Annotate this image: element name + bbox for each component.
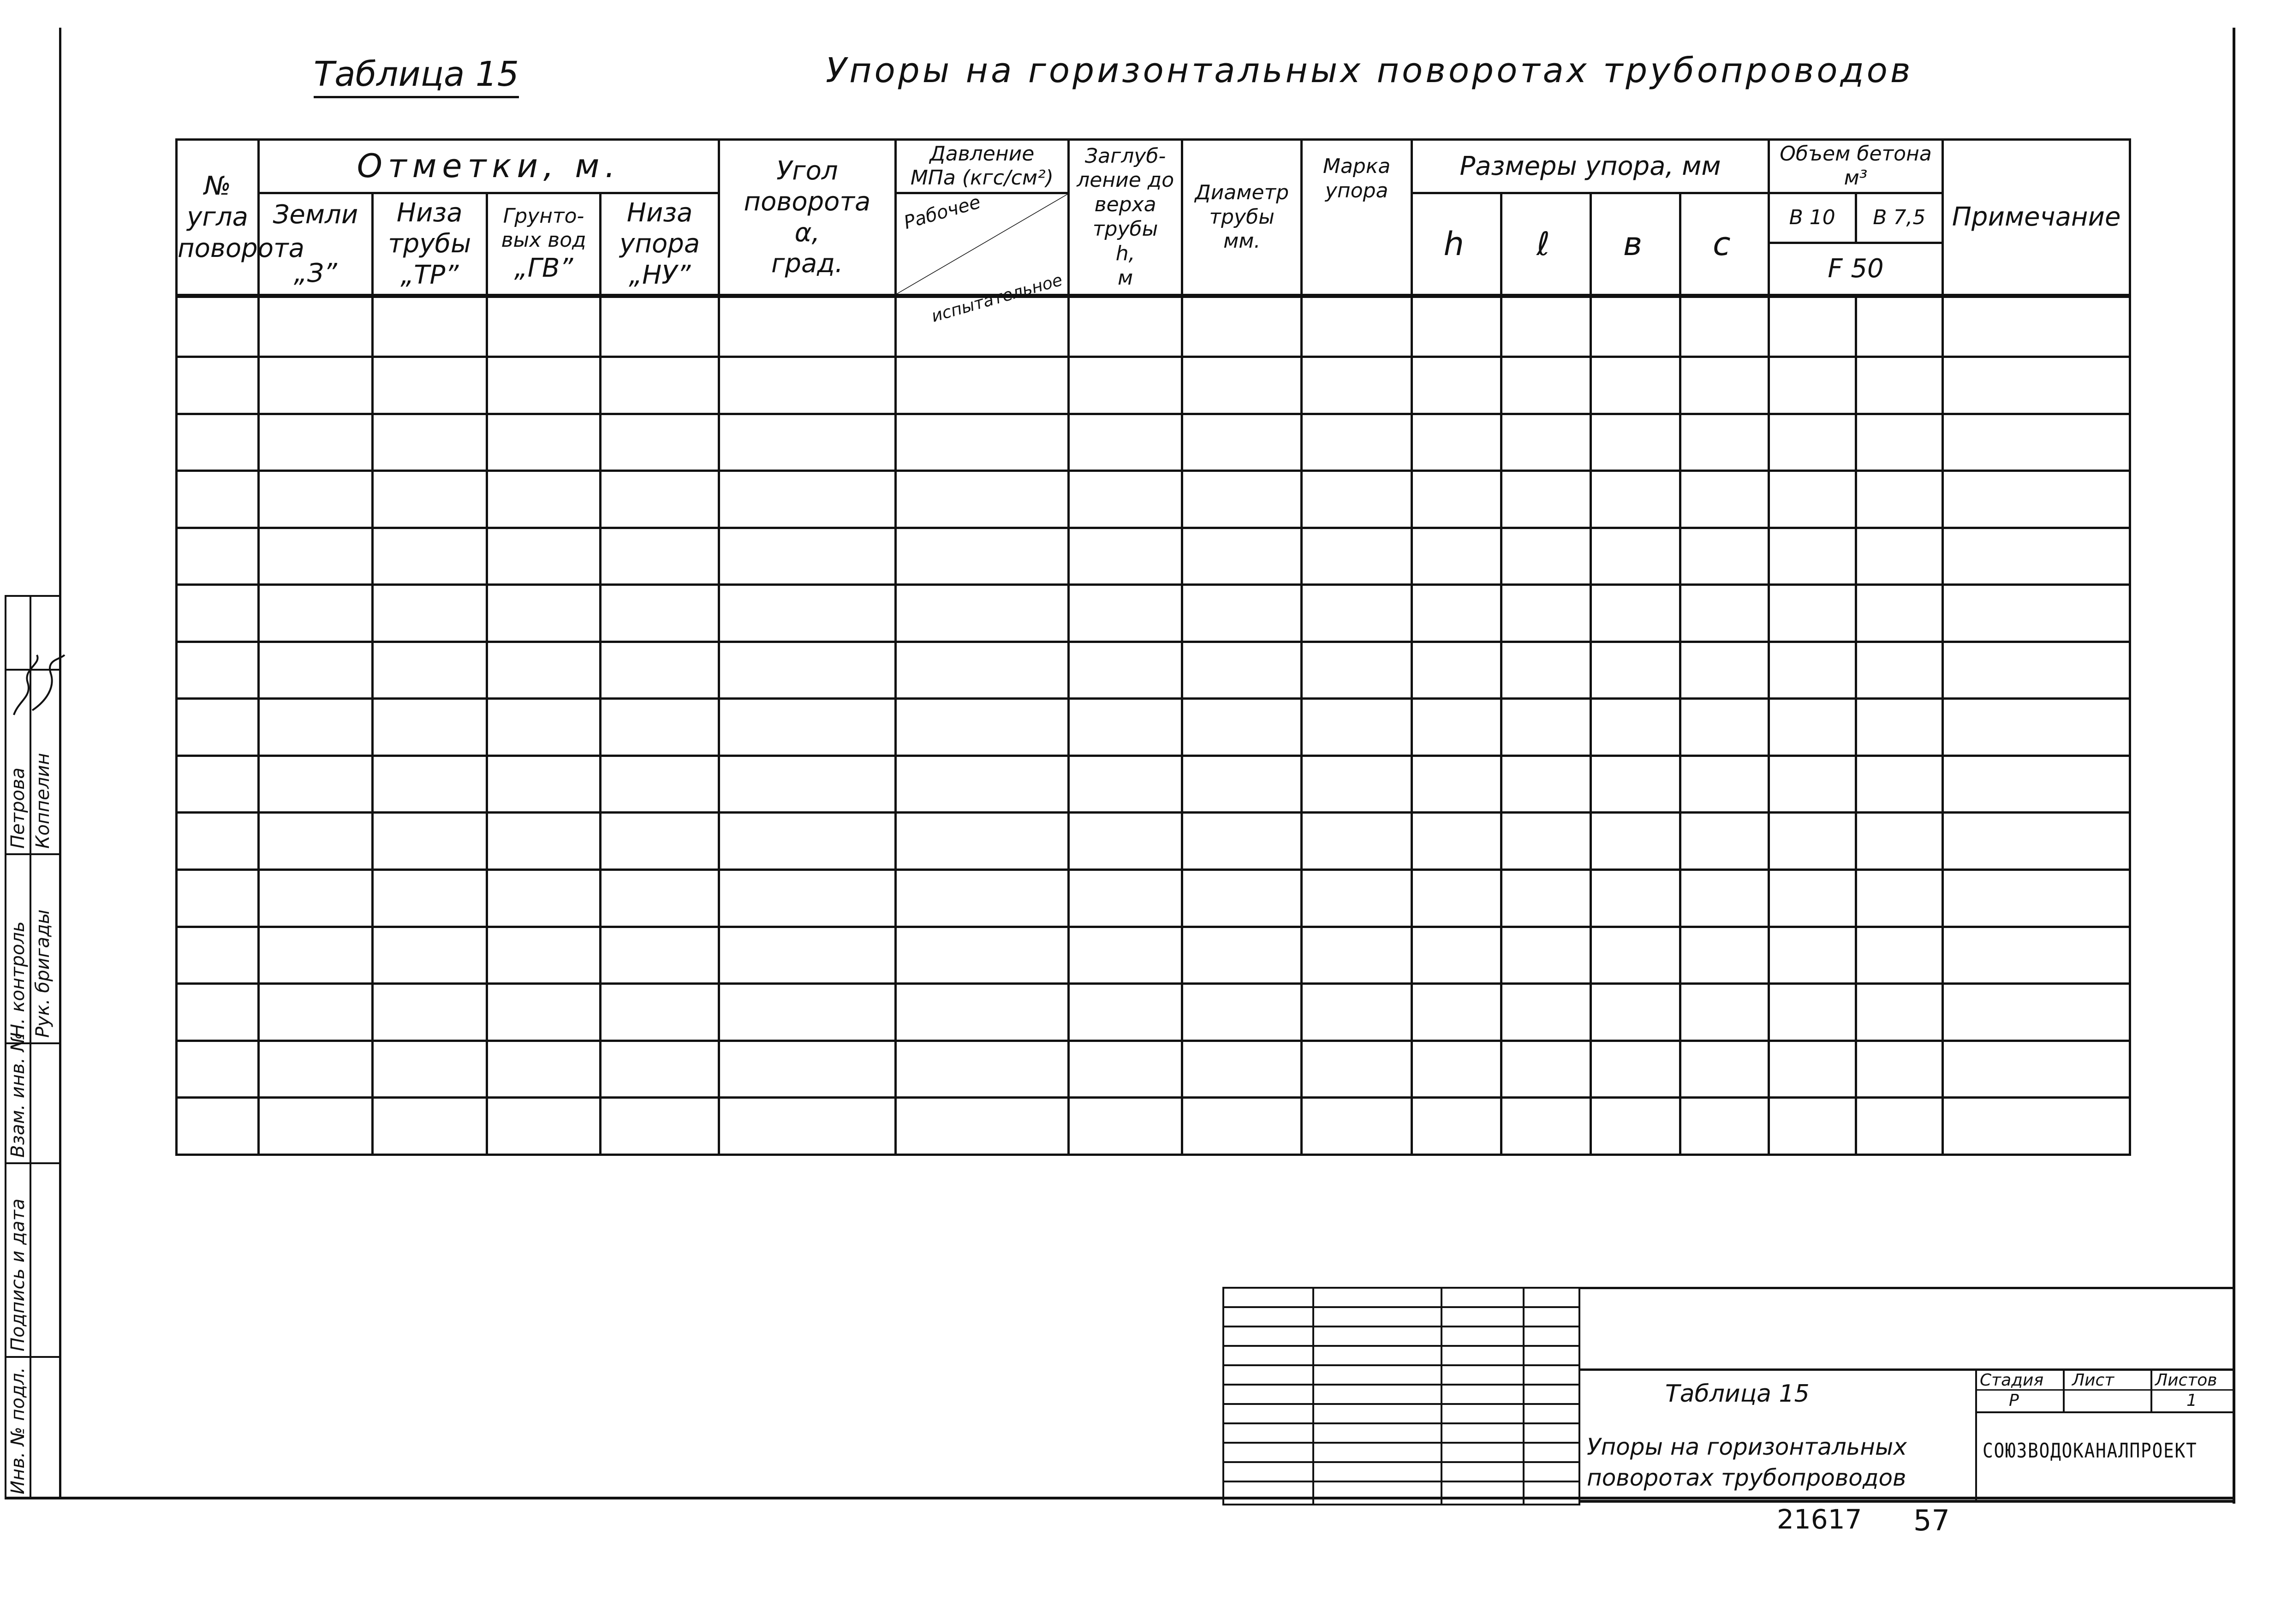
header-size-h: h <box>1412 193 1501 296</box>
header-size-l: ℓ <box>1501 193 1591 296</box>
stamp-label-inventory: Инв. № подл. <box>7 1367 29 1494</box>
tb-stage-label: Стадия <box>1980 1371 2044 1390</box>
table-label: Таблица 15 <box>314 54 519 94</box>
table-row <box>177 585 2130 642</box>
header-marks-group: Отметки, м. <box>259 140 719 193</box>
tb-stage-col-1 <box>2063 1368 2065 1413</box>
pressure-working-label: Рабочее <box>901 191 983 233</box>
tb-stage-row-2 <box>1975 1411 2235 1413</box>
tb-stage-col-2 <box>2150 1368 2152 1413</box>
page-number: 57 <box>1913 1504 1950 1537</box>
table-row <box>177 528 2130 585</box>
tb-doc-desc-line-2: поворотах трубопроводов <box>1587 1464 1906 1491</box>
header-size-b: в <box>1591 193 1680 296</box>
frame-right-border <box>2233 28 2235 1504</box>
side-approval-stamp <box>5 595 56 1498</box>
tb-sheets-label: Листов <box>2155 1371 2217 1390</box>
header-concrete-f50: F 50 <box>1769 243 1942 296</box>
header-pressure-top: Давление МПа (кгс/см²) <box>895 140 1068 193</box>
table-row <box>177 642 2130 699</box>
main-form-table <box>175 138 2131 1156</box>
title-block-revision-grid <box>1222 1287 1580 1505</box>
header-note: Примечание <box>1943 140 2130 296</box>
stamp-name-koppelin: Коппелин <box>32 753 54 849</box>
header-stop-sizes: Размеры упора, мм <box>1412 140 1769 193</box>
stamp-label-norm-control: Н. контроль <box>7 921 29 1038</box>
table-row <box>177 870 2130 927</box>
stamp-row-line-4 <box>5 1162 60 1164</box>
table-row <box>177 984 2130 1041</box>
header-size-c: с <box>1680 193 1769 296</box>
table-row <box>177 927 2130 984</box>
signature-scribble <box>5 646 69 720</box>
stamp-row-line-2 <box>5 853 60 855</box>
page-title: Упоры на горизонтальных поворотах трубопроводов <box>826 51 1913 90</box>
stamp-label-signature-date: Подпись и дата <box>7 1198 29 1351</box>
tb-doc-title: Таблица 15 <box>1665 1380 1810 1408</box>
table-row <box>177 1098 2130 1155</box>
header-mark-pipe-bottom: Низа трубы „ТР” <box>372 193 487 296</box>
tb-sheets-value: 1 <box>2186 1391 2197 1410</box>
table-row <box>177 699 2130 756</box>
table-row <box>177 357 2130 414</box>
header-concrete-b10: В 10 <box>1769 193 1856 243</box>
header-mark-groundwater: Грунто- вых вод „ГВ” <box>487 193 600 296</box>
header-mark-stop-bottom: Низа упора „НУ” <box>601 193 719 296</box>
stamp-border-left <box>5 595 6 1498</box>
table-row <box>177 471 2130 528</box>
stamp-row-line-5 <box>5 1356 60 1358</box>
document-number: 21617 <box>1777 1504 1862 1535</box>
tb-bottom-line <box>1578 1500 2235 1503</box>
table-row <box>177 1041 2130 1098</box>
header-mark-ground: Земли „З” <box>259 193 372 296</box>
stamp-top-line <box>5 595 60 597</box>
tb-organization: СОЮЗВОДОКАНАЛПРОЕКТ <box>1983 1439 2198 1463</box>
header-concrete-b75: В 7,5 <box>1856 193 1943 243</box>
tb-doc-desc-line-1: Упоры на горизонтальных <box>1587 1434 1907 1460</box>
tb-stage-value: Р <box>2009 1391 2019 1410</box>
tb-top-line <box>1578 1287 2235 1289</box>
header-corner-number: № угла поворота <box>177 140 259 296</box>
stamp-divider-1 <box>30 595 31 1498</box>
table-row <box>177 813 2130 870</box>
pressure-test-label: испытательное <box>929 270 1065 326</box>
table-row <box>177 296 2130 357</box>
header-stop-brand: Марка упора <box>1302 140 1412 296</box>
frame-left-border <box>59 28 61 1499</box>
tb-stage-divider <box>1975 1368 1977 1502</box>
table-row <box>177 414 2130 471</box>
header-depth: Заглуб- ление до верха трубы h, м <box>1068 140 1182 296</box>
header-concrete-volume: Объем бетона м³ <box>1769 140 1942 193</box>
stamp-label-replacement: Взам. инв. № <box>7 1032 29 1158</box>
header-diameter: Диаметр трубы мм. <box>1182 140 1302 296</box>
stamp-label-team-lead: Рук. бригады <box>32 909 54 1038</box>
header-angle: Угол поворота α, град. <box>719 140 896 296</box>
tb-sheet-label: Лист <box>2072 1371 2114 1390</box>
stamp-name-petrova: Петрова <box>7 767 29 849</box>
table-row <box>177 755 2130 813</box>
header-pressure-diagonal <box>895 191 1068 326</box>
title-block <box>1222 1287 2235 1504</box>
tb-mid-line <box>1578 1368 2235 1371</box>
